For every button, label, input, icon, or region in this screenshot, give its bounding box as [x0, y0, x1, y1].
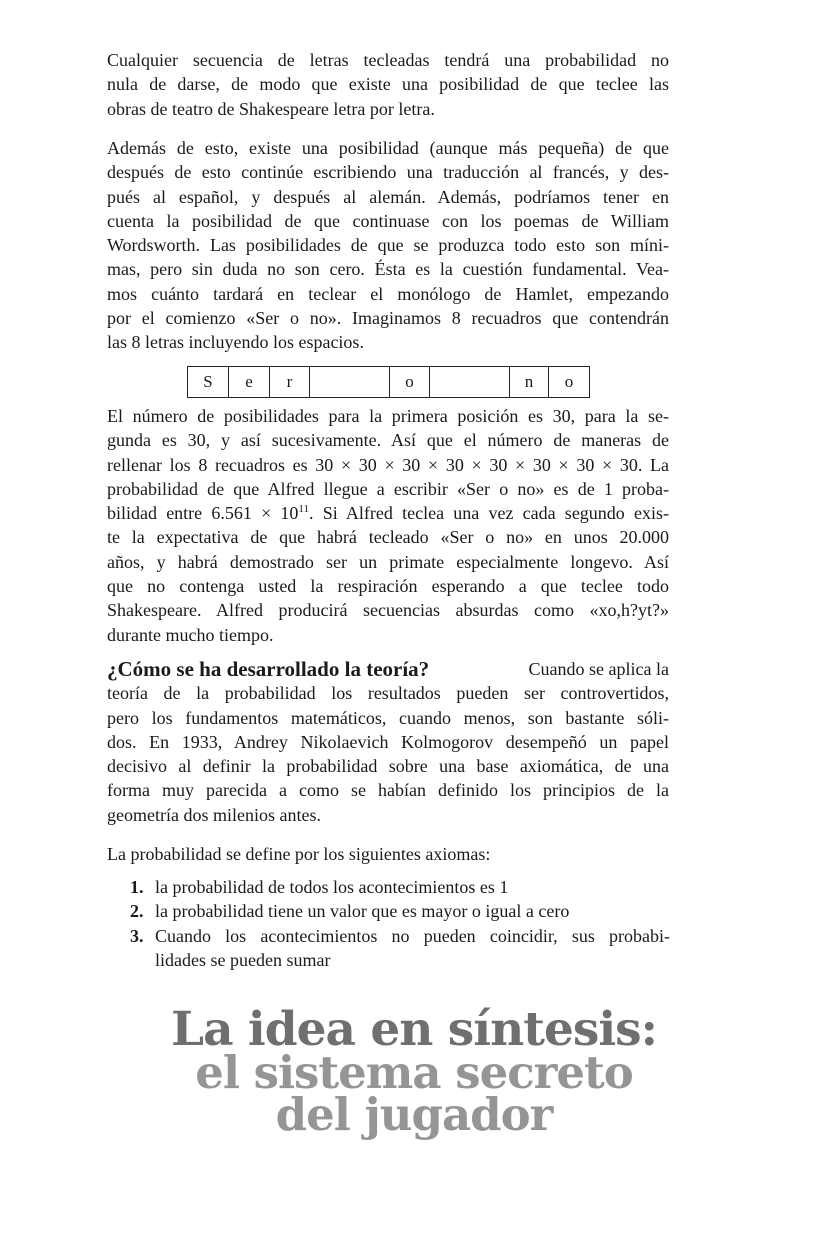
text-line: cuenta la posibilidad de que continuase con los poemas de William: [107, 210, 669, 231]
text-line: rellenar los 8 recuadros es 30 × 30 × 30 × 30 × 30 × 30 × 30 × 30. La: [107, 454, 669, 475]
text-line: probabilidad de que Alfred llegue a escribir «Ser o no» es de 1 proba-: [107, 478, 669, 499]
text-line-with-exponent: [107, 501, 669, 525]
axioms-list: [130, 875, 670, 972]
text-line: después de esto continúe escribiendo una traducción al francés, y des-: [107, 162, 669, 183]
text-line: lidades se pueden sumar: [155, 949, 331, 970]
summary-title-line-3: del jugador: [275, 1088, 553, 1141]
letter-box: r: [270, 367, 310, 397]
text-segment: Cuando se aplica la: [528, 659, 669, 679]
letter-box: o: [564, 372, 574, 391]
text-line: nula de darse, de modo que existe una posibilidad de que teclee las: [107, 74, 669, 95]
text-line: El número de posibilidades para la primera posición es 30, para la se-: [107, 406, 669, 426]
text-line: obras de teatro de Shakespeare letra por letra.: [107, 98, 435, 119]
summary-title-line-2: el sistema secreto: [195, 1046, 633, 1099]
list-item: [130, 924, 670, 973]
paragraph-3: [107, 404, 669, 647]
text-line: la probabilidad tiene un valor que es mayor o igual a cero: [155, 901, 570, 922]
list-item: [130, 875, 670, 899]
letter-boxes: [187, 366, 590, 398]
list-number: 1.: [130, 877, 144, 897]
paragraph-2: [107, 136, 669, 355]
exponent: 11: [298, 503, 310, 516]
text-line: geometría dos milenios antes.: [107, 804, 321, 825]
text-line: La probabilidad se define por los siguientes axiomas:: [107, 844, 491, 864]
text-line: teoría de la probabilidad los resultados pueden ser controvertidos,: [107, 683, 669, 704]
paragraph-4: [107, 657, 669, 827]
text-line: pués al español, y después al alemán. Además, podríamos tener en: [107, 186, 669, 207]
text-line: Cualquier secuencia de letras tecleadas tendrá una probabilidad no: [107, 50, 669, 70]
letter-box: [430, 367, 510, 397]
text-line: mas, pero sin duda no son cero. Ésta es la cuestión fundamental. Vea-: [107, 259, 669, 280]
list-number: 3.: [130, 925, 144, 946]
text-line: las 8 letras incluyendo los espacios.: [107, 332, 364, 353]
heading-line: [107, 657, 669, 681]
paragraph-5: [107, 842, 669, 866]
text-line: Además de esto, existe una posibilidad (aunque más pequeña) de que: [107, 138, 669, 158]
text-line: gunda es 30, y así sucesivamente. Así que el número de maneras de: [107, 430, 669, 451]
list-item: [130, 899, 670, 923]
text-line: pero los fundamentos matemáticos, cuando menos, son bastante sóli-: [107, 707, 669, 728]
text-line: Shakespeare. Alfred producirá secuencias absurdas como «xo,h?yt?»: [107, 600, 669, 621]
list-number: 2.: [130, 901, 144, 922]
letter-box: e: [229, 367, 270, 397]
text-segment: bilidad entre 6.561 × 10: [107, 503, 299, 524]
paragraph-1: [107, 48, 669, 121]
letter-box: o: [390, 367, 430, 397]
text-line: la probabilidad de todos los acontecimientos es 1: [155, 877, 509, 897]
text-line: Wordsworth. Las posibilidades de que se produzca todo esto son míni-: [107, 235, 669, 256]
text-line: por el comienzo «Ser o no». Imaginamos 8 recuadros que contendrán: [107, 308, 669, 329]
text-line: durante mucho tiempo.: [107, 624, 274, 645]
text-line: dos. En 1933, Andrey Nikolaevich Kolmogorov desempeñó un papel: [107, 731, 669, 752]
text-line: decisivo al definir la probabilidad sobre una base axiomática, de una: [107, 756, 669, 777]
text-line: años, y habrá demostrado ser un primate especialmente longevo. Así: [107, 551, 669, 572]
text-line: forma muy parecida a como se habían definido los principios de la: [107, 780, 669, 801]
text-line: mos cuánto tardará en teclear el monólogo de Hamlet, empezando: [107, 283, 669, 304]
summary-title-line-1: La idea en síntesis:: [171, 1002, 657, 1057]
text-line: Cuando los acontecimientos no pueden coincidir, sus probabi-: [155, 925, 670, 946]
text-line: que no contenga usted la respiración esperando a que teclee todo: [107, 576, 669, 597]
text-segment: . Si Alfred teclea una vez cada segundo exis-: [309, 503, 669, 524]
section-heading: ¿Cómo se ha desarrollado la teoría?: [107, 657, 430, 681]
letter-box: S: [188, 367, 229, 397]
letter-box: n: [510, 367, 549, 397]
letter-box: [310, 367, 390, 397]
text-line: te la expectativa de que habrá tecleado «Ser o no» en unos 20.000: [107, 527, 669, 548]
